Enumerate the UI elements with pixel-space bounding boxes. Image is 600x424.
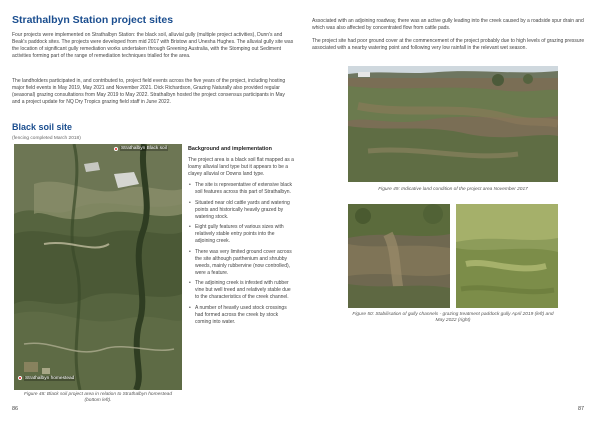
aerial-map-image: [14, 144, 182, 390]
page-number-left: 86: [12, 406, 19, 412]
intro-paragraph: Four projects were implemented on Strathalbyn Station: the black soil, alluvial gully (multiple project activities), Dunn's and Beak's paddock sites. The projects were developed from mid 2017 with Bristow and Unesha Hughes. The alluvial gully site was the location of significant gully remediation works undertaken through Greening Australia, with the Stomping out Sediment activities forming part of the range of remediation techniques trialled for the area.: [12, 32, 294, 60]
ground-cover-paragraph: The project site had poor ground cover at the commencement of the project probably due to high levels of grazing pressure associated with a nearby watering point and following very low rainfall in the relevant wet season.: [312, 38, 585, 52]
map-label-homestead: Strathalbyn homestead: [25, 376, 75, 381]
gully-photo-april-2019: [348, 204, 450, 308]
black-soil-site-marker: [114, 147, 118, 151]
aerial-map: [14, 144, 182, 390]
bullet-item: • There was very limited ground cover across the site although parthenium and shrubby weeds, mainly rubbervine (now controlled), were a feature.: [188, 249, 294, 277]
page-title: Strathalbyn Station project sites: [12, 14, 174, 26]
figure-49-caption: Figure 49: Indicative land condition of the project area November 2017: [378, 187, 528, 192]
background-heading: Background and implementation: [188, 146, 272, 152]
bullet-item: • A number of heavily used stock crossings had formed across the creek by stock coming into water.: [188, 305, 294, 326]
land-condition-photo: [348, 66, 558, 182]
figure-48-caption: Figure 48: Black soil project area in relation to Strathalbyn homestead (bottom left).: [24, 392, 172, 403]
figure-49-photo: [348, 66, 558, 182]
gully-photo-may-2022: [456, 204, 558, 308]
bullet-item: • Eight gully features of various sizes with relatively stable entry points into the adjoining creek.: [188, 224, 294, 245]
right-page: [300, 0, 600, 424]
page-number-right: 87: [578, 406, 585, 412]
gully-paragraph: Associated with an adjoining roadway, there was an active gully leading into the creek caused by a roadside spur drain and which was also affected by concentrated flow from cattle pads.: [312, 18, 584, 32]
fencing-note: (fencing completed March 2018): [12, 136, 81, 141]
figure-50-photo-left: [348, 204, 450, 308]
map-label-black-soil: Strathalbyn Black soil: [121, 146, 167, 151]
figure-50-caption: Figure 50: Stabilisation of gully channels - grazing treatment paddock gully April 2019 (left) and May 2022 (right): [352, 312, 554, 323]
figure-50-photo-right: [456, 204, 558, 308]
background-bullet-list: [188, 182, 294, 326]
bullet-item: • The adjoining creek is infested with rubber vine but well treed and relatively stable due to the characteristics of the creek channel.: [188, 280, 294, 301]
bullet-item: • The site is representative of extensive black soil features across this part of Strathalbyn.: [188, 182, 294, 196]
events-paragraph: The landholders participated in, and contributed to, project field events across the five years of the project, including hosting major field events in May 2019, May 2021 and November 2021. Dick Richardson, Grazing Naturally also provided regular (seasonal) grazing consultations from May 2019 to May 2022. Strathalbyn hosted the project consensus participants in May and a project update for NQ Dry Tropics grazing field staff in June 2022.: [12, 78, 286, 106]
background-section: [188, 146, 294, 329]
background-intro: The project area is a black soil flat mapped as a loamy alluvial land type but it appears to be a clayey alluvial or Downs land type.: [188, 157, 294, 177]
homestead-marker: [18, 376, 22, 380]
section-title: Black soil site: [12, 122, 73, 132]
bullet-item: • Situated near old cattle yards and watering points and historically heavily grazed by watering stock.: [188, 200, 294, 221]
